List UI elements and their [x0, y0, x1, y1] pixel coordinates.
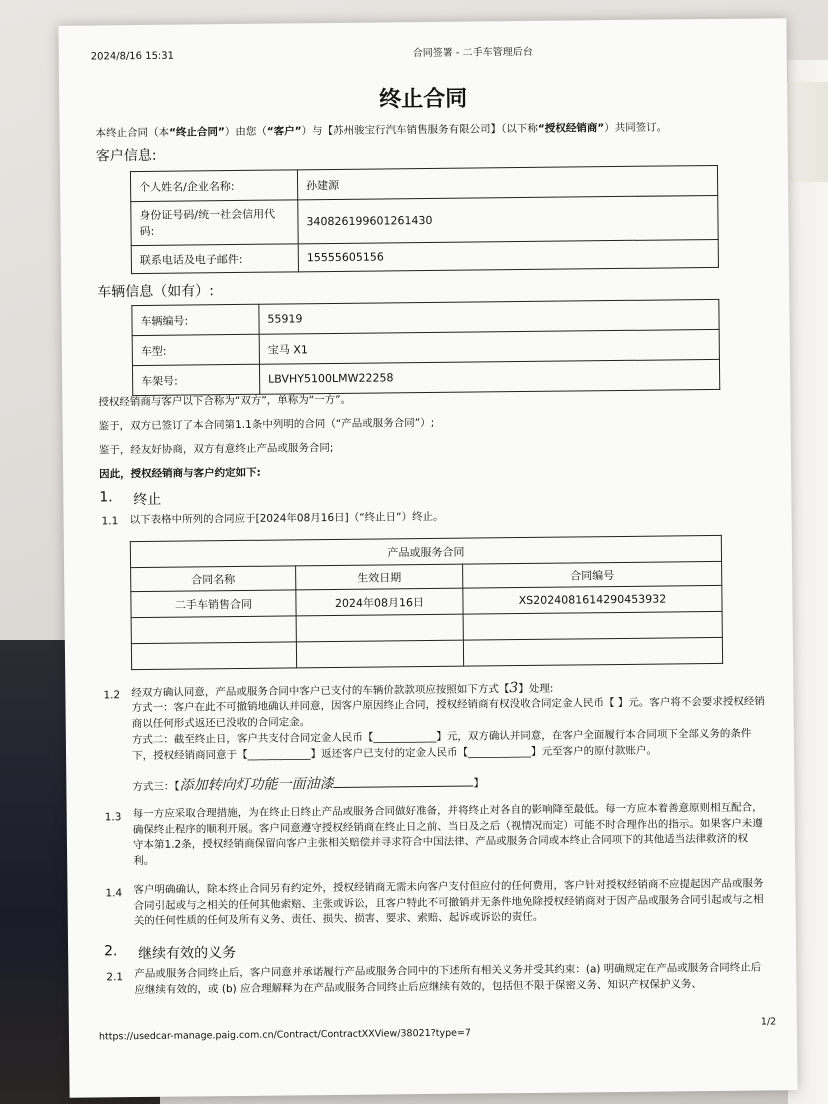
page-number: 1/2 [760, 1016, 777, 1028]
field-label: 车架号: [132, 364, 259, 395]
print-page-title: 合同签署 - 二手车管理后台 [412, 46, 533, 60]
clause-1-4-text: 客户明确确认，除本终止合同另有约定外，授权经销商无需未向客户支付但应付的任何费用，客户针对授权经销商不应提起因产品或服务合同引起或与之相关的任何其他索赔、主张或诉讼，且客户特此不可撤销并无条件地免除授权经销商对于因产品或服务合同引起或与之相关的任何性质的任何及所有义务、责任、损失、损害、要求、索赔、起诉或诉讼的责任。 [133, 877, 764, 928]
vehicle-info-table [131, 299, 720, 396]
table-cell [131, 616, 296, 644]
definition-paragraph: 授权经销商与客户以下合称为“双方”，单称为“一方”。 [98, 393, 352, 409]
column-header: 合同编号 [463, 561, 722, 588]
clause-1-2-way-1: 方式一：客户在此不可撤销地确认并同意，因客户原因终止合同，授权经销商有权没收合同定金人民币【 】元。客户将不会要求授权经销商以任何形式返还已没收的合同定金。 [131, 695, 765, 730]
clause-1-2-intro: 经双方确认同意，产品或服务合同中客户已支付的车辆价款款项应按照如下方式【3】处理: [131, 680, 554, 700]
clause-1-3-number: 1.3 [104, 811, 122, 824]
table-caption: 产品或服务合同 [130, 535, 721, 567]
field-label: 身份证号码/统一社会信用代码: [131, 200, 298, 246]
column-header: 生效日期 [296, 564, 463, 590]
clause-1-3-text: 每一方应采取合理措施，为在终止日终止产品或服务合同做好准备，并将终止对各自的影响降至最低。每一方应本着善意原则相互配合，确保终止程序的顺利开展。客户同意遵守授权经销商在终止日之前、当日及之后（视情况而定）可能不时合理作出的指示。如果客户未遵守本第1.2条，授权经销商保留向客户主张相关赔偿并寻求符合中国法律、产品或服务合同或本终止合同项下的其他适当法律救济的权利。 [132, 801, 763, 867]
field-value: 15555605156 [298, 239, 718, 271]
table-cell [296, 614, 463, 642]
customer-info-heading: 客户信息: [95, 147, 157, 165]
field-label: 车辆编号: [132, 304, 259, 335]
field-label: 车型: [132, 334, 259, 365]
document-title: 终止合同 [379, 86, 468, 113]
whereas-paragraph-1: 鉴于，双方已签订了本合同第1.1条中列明的合同（“产品或服务合同”）; [98, 416, 435, 433]
table-row [131, 239, 718, 273]
table-cell [296, 640, 463, 668]
section-2-title: 继续有效的义务 [138, 945, 237, 963]
clause-2-1-text: 产品或服务合同终止后，客户同意并承诺履行产品或服务合同中的下述所有相关义务并受其约束：(a) 明确规定在产品或服务合同终止后应继续有效的，或 (b) 应合理解释为在产品或服务合同终止后应继续有效的，包括但不限于保密义务、知识产权保护义务、 [134, 961, 762, 996]
table-row [131, 637, 722, 669]
field-value: 55919 [259, 299, 719, 334]
whereas-paragraph-2: 鉴于，经友好协商，双方有意终止产品或服务合同; [98, 441, 334, 457]
clause-1-4-number: 1.4 [105, 887, 123, 900]
section-1-number: 1. [99, 489, 113, 506]
field-label: 联系电话及电子邮件: [131, 244, 298, 274]
section-2-number: 2. [104, 943, 118, 960]
field-value: 孙建源 [297, 165, 717, 199]
contract-table [130, 535, 723, 670]
handwritten-choice: 3 [509, 680, 519, 697]
field-value: LBVHY5100LMW22258 [259, 359, 719, 394]
table-cell: 二手车销售合同 [131, 590, 296, 618]
clause-2-1-number: 2.1 [106, 971, 124, 984]
table-row [132, 359, 719, 395]
vehicle-info-heading: 车辆信息（如有）: [97, 283, 214, 301]
clause-1-2-number: 1.2 [103, 689, 121, 702]
table-cell [463, 637, 722, 666]
clause-1-2-way-2: 方式二：截至终止日，客户共支付合同定金人民币【____________】元，双方确认并同意，在客户全面履行本合同项下全部义务的条件下，授权经销商同意于【____________】返还客户已支付的定金人民币【____________】元至客户的原付款账户。 [131, 727, 752, 762]
clause-1-1-number: 1.1 [101, 515, 119, 528]
field-label: 个人姓名/企业名称: [130, 170, 297, 202]
column-header: 合同名称 [131, 566, 296, 592]
clause-1-1-text: 以下表格中所列的合同应于[2024年08月16日]（“终止日”）终止。 [129, 510, 444, 527]
contract-page [58, 18, 797, 1098]
print-datetime: 2024/8/16 15:31 [90, 50, 175, 63]
field-value: 宝马 X1 [259, 329, 719, 364]
clause-1-2-way-3: 方式三：【添加转向灯功能一面油漆 】 [132, 776, 485, 794]
print-url: https://usedcar-manage.paig.com.cn/Contract/ContractXXView/38021?type=7 [98, 1027, 472, 1043]
table-cell [131, 642, 296, 670]
customer-info-table [130, 165, 719, 274]
table-cell: XS2024081614290453932 [463, 585, 722, 614]
therefore-paragraph: 因此，授权经销商与客户约定如下: [99, 466, 261, 481]
intro-paragraph: 本终止合同（本“终止合同”）由您（“客户”）与【苏州骏宝行汽车销售服务有限公司】（以下称“授权经销商”）共同签订。 [95, 121, 668, 140]
table-row [131, 195, 718, 245]
section-1-title: 终止 [133, 491, 162, 509]
table-cell [463, 611, 722, 640]
handwritten-way-3: 添加转向灯功能一面油漆 [179, 776, 334, 794]
field-value: 340826199601261430 [298, 195, 718, 243]
table-cell: 2024年08月16日 [296, 588, 463, 616]
